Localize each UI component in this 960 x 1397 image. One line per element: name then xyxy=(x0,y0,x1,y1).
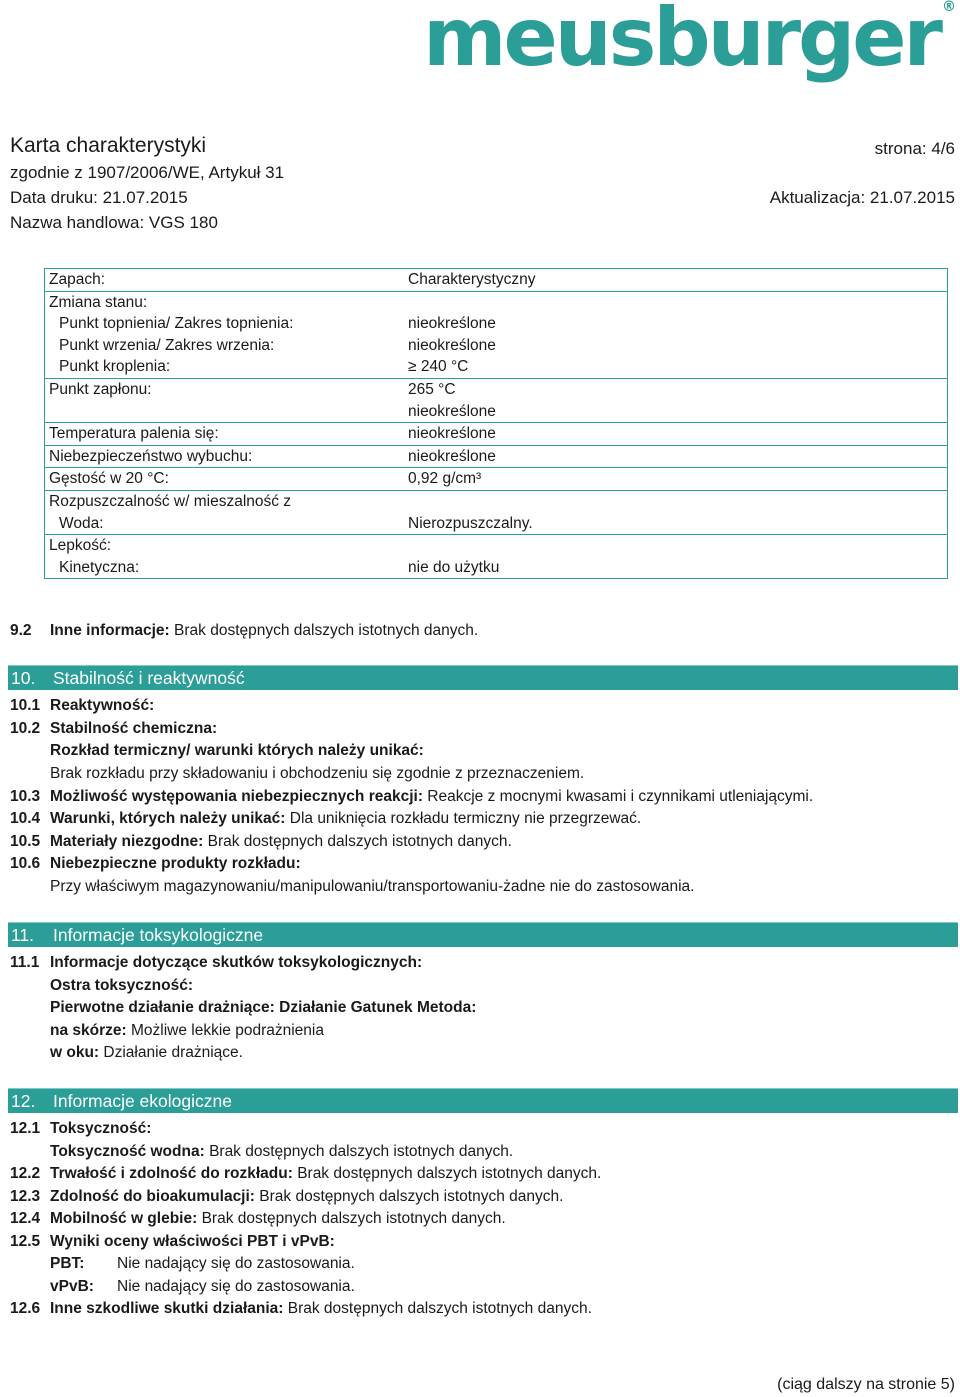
prop-key: Niebezpieczeństwo wybuchu: xyxy=(45,445,405,468)
s10-2a: Rozkład termiczny/ warunki których należy unikać: xyxy=(50,742,424,759)
prop-value xyxy=(404,291,948,313)
prop-value: nieokreślone xyxy=(404,445,948,468)
item-number: 10.4 xyxy=(10,810,41,827)
table-row xyxy=(45,356,948,378)
table-row xyxy=(45,513,948,535)
item-number: 10.6 xyxy=(10,855,41,872)
update-date: Aktualizacja: 21.07.2015 xyxy=(769,188,955,207)
dates-line xyxy=(10,188,955,208)
section-11-header xyxy=(8,922,958,947)
section-number: 11. xyxy=(11,925,35,945)
item-text: Brak dostępnych dalszych istotnych danych. xyxy=(259,1188,564,1205)
section-title: Informacje toksykologiczne xyxy=(53,925,264,945)
item-label: Inne szkodliwe skutki działania: xyxy=(50,1300,284,1317)
prop-value xyxy=(404,535,948,557)
s10-3-line xyxy=(10,788,813,806)
item-label: Niebezpieczne produkty rozkładu: xyxy=(50,855,301,872)
prop-value: 265 °C xyxy=(404,378,948,400)
section-title: Informacje ekologiczne xyxy=(53,1091,232,1111)
item-label: Zdolność do bioakumulacji: xyxy=(50,1188,255,1205)
properties-table xyxy=(44,268,948,579)
table-row xyxy=(45,490,948,512)
prop-value: nieokreślone xyxy=(404,335,948,357)
item-label: Inne informacje: xyxy=(50,622,170,639)
prop-value: Charakterystyczny xyxy=(404,269,948,292)
s11-1-line xyxy=(10,954,422,972)
s12-4-line xyxy=(10,1210,506,1228)
s12-6-line xyxy=(10,1300,592,1318)
item-number: 12.3 xyxy=(10,1188,41,1205)
s10-4-line xyxy=(10,810,641,828)
item-text: Nie nadający się do zastosowania. xyxy=(117,1255,355,1272)
regulation-line: zgodnie z 1907/2006/WE, Artykuł 31 xyxy=(10,163,285,182)
item-number: 12.6 xyxy=(10,1300,41,1317)
s12-pbt xyxy=(50,1255,355,1273)
s10-6a: Przy właściwym magazynowaniu/manipulowaniu/transportowaniu-żadne nie do zastosowania. xyxy=(50,878,695,895)
prop-key: Zmiana stanu: xyxy=(45,291,405,313)
section-title: Stabilność i reaktywność xyxy=(53,668,245,688)
table-row xyxy=(45,468,948,491)
s11-acute: Ostra toksyczność: xyxy=(50,977,193,994)
item-label: PBT: xyxy=(50,1255,85,1272)
s11-eye xyxy=(50,1044,243,1062)
continuation-note: (ciąg dalszy na stronie 5) xyxy=(777,1376,955,1393)
print-date: Data druku: 21.07.2015 xyxy=(10,188,188,207)
item-label: Toksyczność: xyxy=(50,1120,152,1137)
prop-value: Nierozpuszczalny. xyxy=(404,513,948,535)
prop-key: Lepkość: xyxy=(45,535,405,557)
table-row xyxy=(45,378,948,400)
table-row xyxy=(45,335,948,357)
item-number: 12.1 xyxy=(10,1120,41,1137)
item-text: Brak dostępnych dalszych istotnych danych. xyxy=(207,833,512,850)
item-text: Możliwe lekkie podrażnienia xyxy=(130,1022,324,1039)
prop-key: Punkt kroplenia: xyxy=(59,358,171,376)
s12-5-line xyxy=(10,1233,335,1251)
item-text: Brak dostępnych dalszych istotnych danych. xyxy=(174,622,479,639)
item-label: Trwałość i zdolność do rozkładu: xyxy=(50,1165,293,1182)
s9-2-line xyxy=(10,622,478,640)
s10-2b: Brak rozkładu przy składowaniu i obchodzeniu się zgodnie z przeznaczeniem. xyxy=(50,765,585,782)
prop-key: Punkt zapłonu: xyxy=(45,378,405,400)
s12-3-line xyxy=(10,1188,563,1206)
s10-6-line xyxy=(10,855,301,873)
trade-name: Nazwa handlowa: VGS 180 xyxy=(10,213,218,232)
s10-1-line xyxy=(10,697,154,715)
table-row xyxy=(45,269,948,292)
item-label: Możliwość występowania niebezpiecznych reakcji: xyxy=(50,788,423,805)
prop-key: Kinetyczna: xyxy=(59,558,140,576)
table-row xyxy=(45,313,948,335)
prop-value: nieokreślone xyxy=(404,401,948,423)
prop-value xyxy=(404,490,948,512)
prop-key: Punkt topnienia/ Zakres topnienia: xyxy=(59,315,294,333)
item-text: Działanie drażniące. xyxy=(103,1044,243,1061)
s12-water xyxy=(50,1143,513,1161)
item-number: 10.3 xyxy=(10,788,41,805)
s12-2-line xyxy=(10,1165,601,1183)
item-label: w oku: xyxy=(50,1044,100,1061)
item-text: Brak dostępnych dalszych istotnych danych. xyxy=(201,1210,506,1227)
section-number: 12. xyxy=(11,1091,36,1111)
s11-primary: Pierwotne działanie drażniące: Działanie Gatunek Metoda: xyxy=(50,999,477,1016)
s10-5-line xyxy=(10,833,512,851)
item-label: Informacje dotyczące skutków toksykologicznych: xyxy=(50,954,423,971)
prop-value: nieokreślone xyxy=(404,313,948,335)
s11-skin xyxy=(50,1022,324,1040)
prop-key: Gęstość w 20 °C: xyxy=(45,468,405,491)
item-text: Nie nadający się do zastosowania. xyxy=(117,1278,355,1295)
item-label: Warunki, których należy unikać: xyxy=(50,810,286,827)
item-number: 9.2 xyxy=(10,622,32,639)
prop-key: Punkt wrzenia/ Zakres wrzenia: xyxy=(59,336,275,354)
company-logo: meusburger ® xyxy=(423,0,956,84)
prop-value: nieokreślone xyxy=(404,423,948,446)
prop-key: Rozpuszczalność w/ mieszalność z xyxy=(45,490,405,512)
item-number: 10.5 xyxy=(10,833,41,850)
prop-key: Temperatura palenia się: xyxy=(45,423,405,446)
item-label: Reaktywność: xyxy=(50,697,155,714)
table-row xyxy=(45,557,948,579)
item-number: 12.2 xyxy=(10,1165,41,1182)
item-text: Reakcje z mocnymi kwasami i czynnikami utleniającymi. xyxy=(427,788,814,805)
item-number: 12.5 xyxy=(10,1233,41,1250)
item-label: na skórze: xyxy=(50,1022,127,1039)
prop-value: nie do użytku xyxy=(404,557,948,579)
table-row xyxy=(45,535,948,557)
prop-key: Zapach: xyxy=(45,269,405,292)
item-number: 12.4 xyxy=(10,1210,41,1227)
prop-value: ≥ 240 °C xyxy=(404,356,948,378)
item-text: Brak dostępnych dalszych istotnych danych. xyxy=(297,1165,602,1182)
item-number: 11.1 xyxy=(10,954,40,971)
item-label: vPvB: xyxy=(50,1278,94,1295)
item-text: Dla uniknięcia rozkładu termiczny nie przegrzewać. xyxy=(289,810,642,827)
item-label: Toksyczność wodna: xyxy=(50,1143,205,1160)
page-number: strona: 4/6 xyxy=(874,139,955,158)
item-label: Materiały niezgodne: xyxy=(50,833,204,850)
item-label: Wyniki oceny właściwości PBT i vPvB: xyxy=(50,1233,335,1250)
document-title: Karta charakterystyki xyxy=(10,134,207,157)
table-row xyxy=(45,291,948,313)
section-number: 10. xyxy=(11,668,36,688)
item-label: Mobilność w glebie: xyxy=(50,1210,198,1227)
item-number: 10.1 xyxy=(10,697,41,714)
item-number: 10.2 xyxy=(10,720,41,737)
item-text: Brak dostępnych dalszych istotnych danych. xyxy=(209,1143,514,1160)
section-10-header xyxy=(8,665,958,690)
s12-1-line xyxy=(10,1120,151,1138)
section-12-header xyxy=(8,1088,958,1113)
prop-key: Woda: xyxy=(59,514,104,532)
table-row xyxy=(45,445,948,468)
prop-value: 0,92 g/cm³ xyxy=(404,468,948,491)
item-label: Stabilność chemiczna: xyxy=(50,720,218,737)
prop-key xyxy=(45,401,405,423)
document-header xyxy=(10,134,955,159)
s10-2-line xyxy=(10,720,217,738)
item-text: Brak dostępnych dalszych istotnych danych. xyxy=(287,1300,592,1317)
table-row xyxy=(45,423,948,446)
table-row xyxy=(45,401,948,423)
s12-vpvb xyxy=(50,1278,355,1296)
